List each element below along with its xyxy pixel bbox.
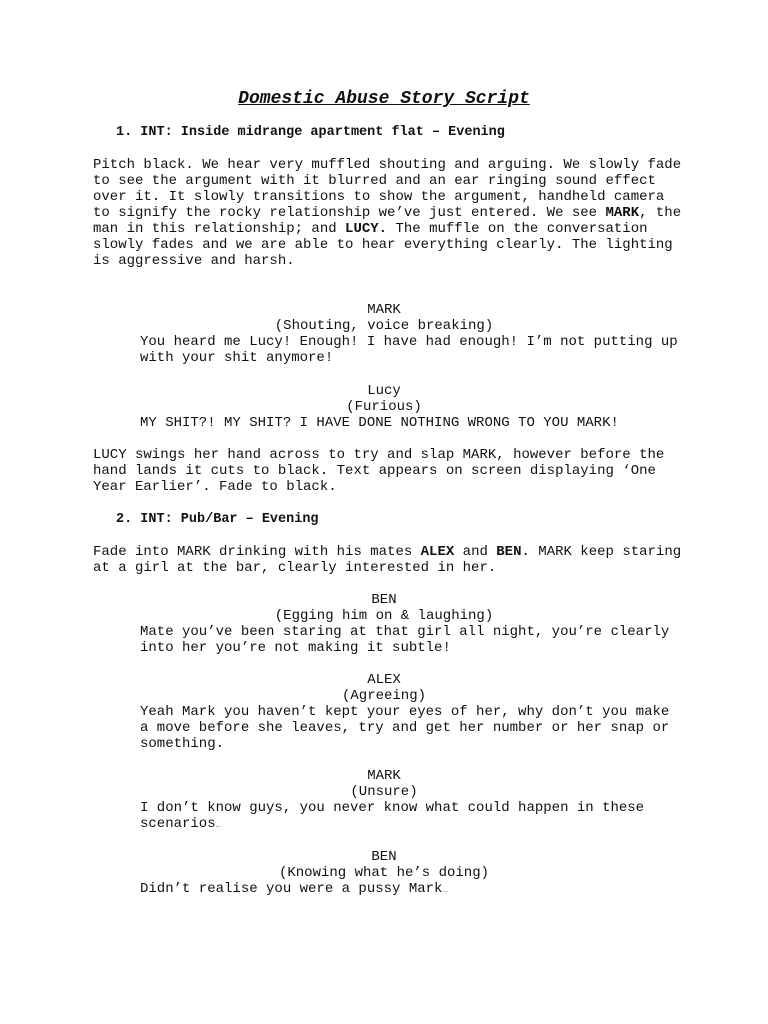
action-text: . MARK keep staring at a girl at the bar, clearly interested in her.: [93, 544, 682, 576]
action-text: Pitch black. We hear very muffled shouting and arguing. We slowly fade to see the argument with it blurred and an ear ringing sound effect over it. It slowly transitions to show the argument, handheld camera to signify the rocky relationship we’ve just entered. We see: [93, 157, 682, 221]
parenthetical: (Furious): [346, 399, 422, 415]
action-text: , the man in this relationship; and: [93, 205, 682, 237]
character-mention-mark: MARK: [605, 205, 640, 221]
character-name: BEN: [371, 592, 397, 608]
scene-1-closing-action: LUCY swings her hand across to try and slap MARK, however before the hand lands it cuts to black. Text appears on screen displaying ‘One Year Earlier’. Fade to black.: [93, 447, 665, 495]
character-name: ALEX: [367, 672, 401, 688]
scene-1-action: [93, 157, 683, 269]
character-name: BEN: [371, 849, 397, 865]
parenthetical: (Egging him on & laughing): [274, 608, 494, 624]
document-title: Domestic Abuse Story Script: [238, 89, 530, 109]
dialogue-line: [140, 800, 680, 833]
dialogue-line: MY SHIT?! MY SHIT? I HAVE DONE NOTHING WRONG TO YOU MARK!: [140, 415, 619, 431]
character-name: Lucy: [367, 383, 401, 399]
action-text: The muffle on the conversation slowly fades and we are able to hear everything clearly. The lighting is aggressive and harsh.: [93, 221, 673, 269]
scene-2-action: [93, 544, 683, 576]
character-mention-lucy: LUCY.: [345, 221, 388, 237]
character-mention-ben: BEN: [496, 544, 522, 560]
dialogue-line: Mate you’ve been staring at that girl all night, you’re clearly into her you’re not making it subtle!: [140, 624, 670, 656]
action-text: and: [454, 544, 497, 560]
dialogue-text: Didn’t realise you were a pussy Mark: [140, 881, 443, 897]
dialogue-line: Yeah Mark you haven’t kept your eyes of her, why don’t you make a move before she leaves, try and get her number or her snap or something.: [140, 704, 670, 752]
dialogue-text: I don’t know guys, you never know what could happen in these scenarios: [140, 800, 645, 832]
scene-heading-2: 2. INT: Pub/Bar – Evening: [116, 512, 319, 527]
character-mention-alex: ALEX: [420, 544, 455, 560]
ellipsis: …: [215, 820, 222, 830]
parenthetical: (Agreeing): [341, 688, 426, 704]
parenthetical: (Knowing what he’s doing): [278, 865, 490, 881]
dialogue-line: You heard me Lucy! Enough! I have had enough! I’m not putting up with your shit anymore!: [140, 334, 678, 366]
scene-heading-1: 1. INT: Inside midrange apartment flat – Evening: [116, 125, 505, 140]
character-name: MARK: [367, 768, 401, 784]
dialogue-line: [140, 881, 680, 898]
ellipsis: …: [442, 885, 448, 895]
parenthetical: (Shouting, voice breaking): [274, 318, 494, 334]
character-name: MARK: [367, 302, 401, 318]
action-text: Fade into MARK drinking with his mates: [93, 544, 421, 560]
parenthetical: (Unsure): [350, 784, 418, 800]
